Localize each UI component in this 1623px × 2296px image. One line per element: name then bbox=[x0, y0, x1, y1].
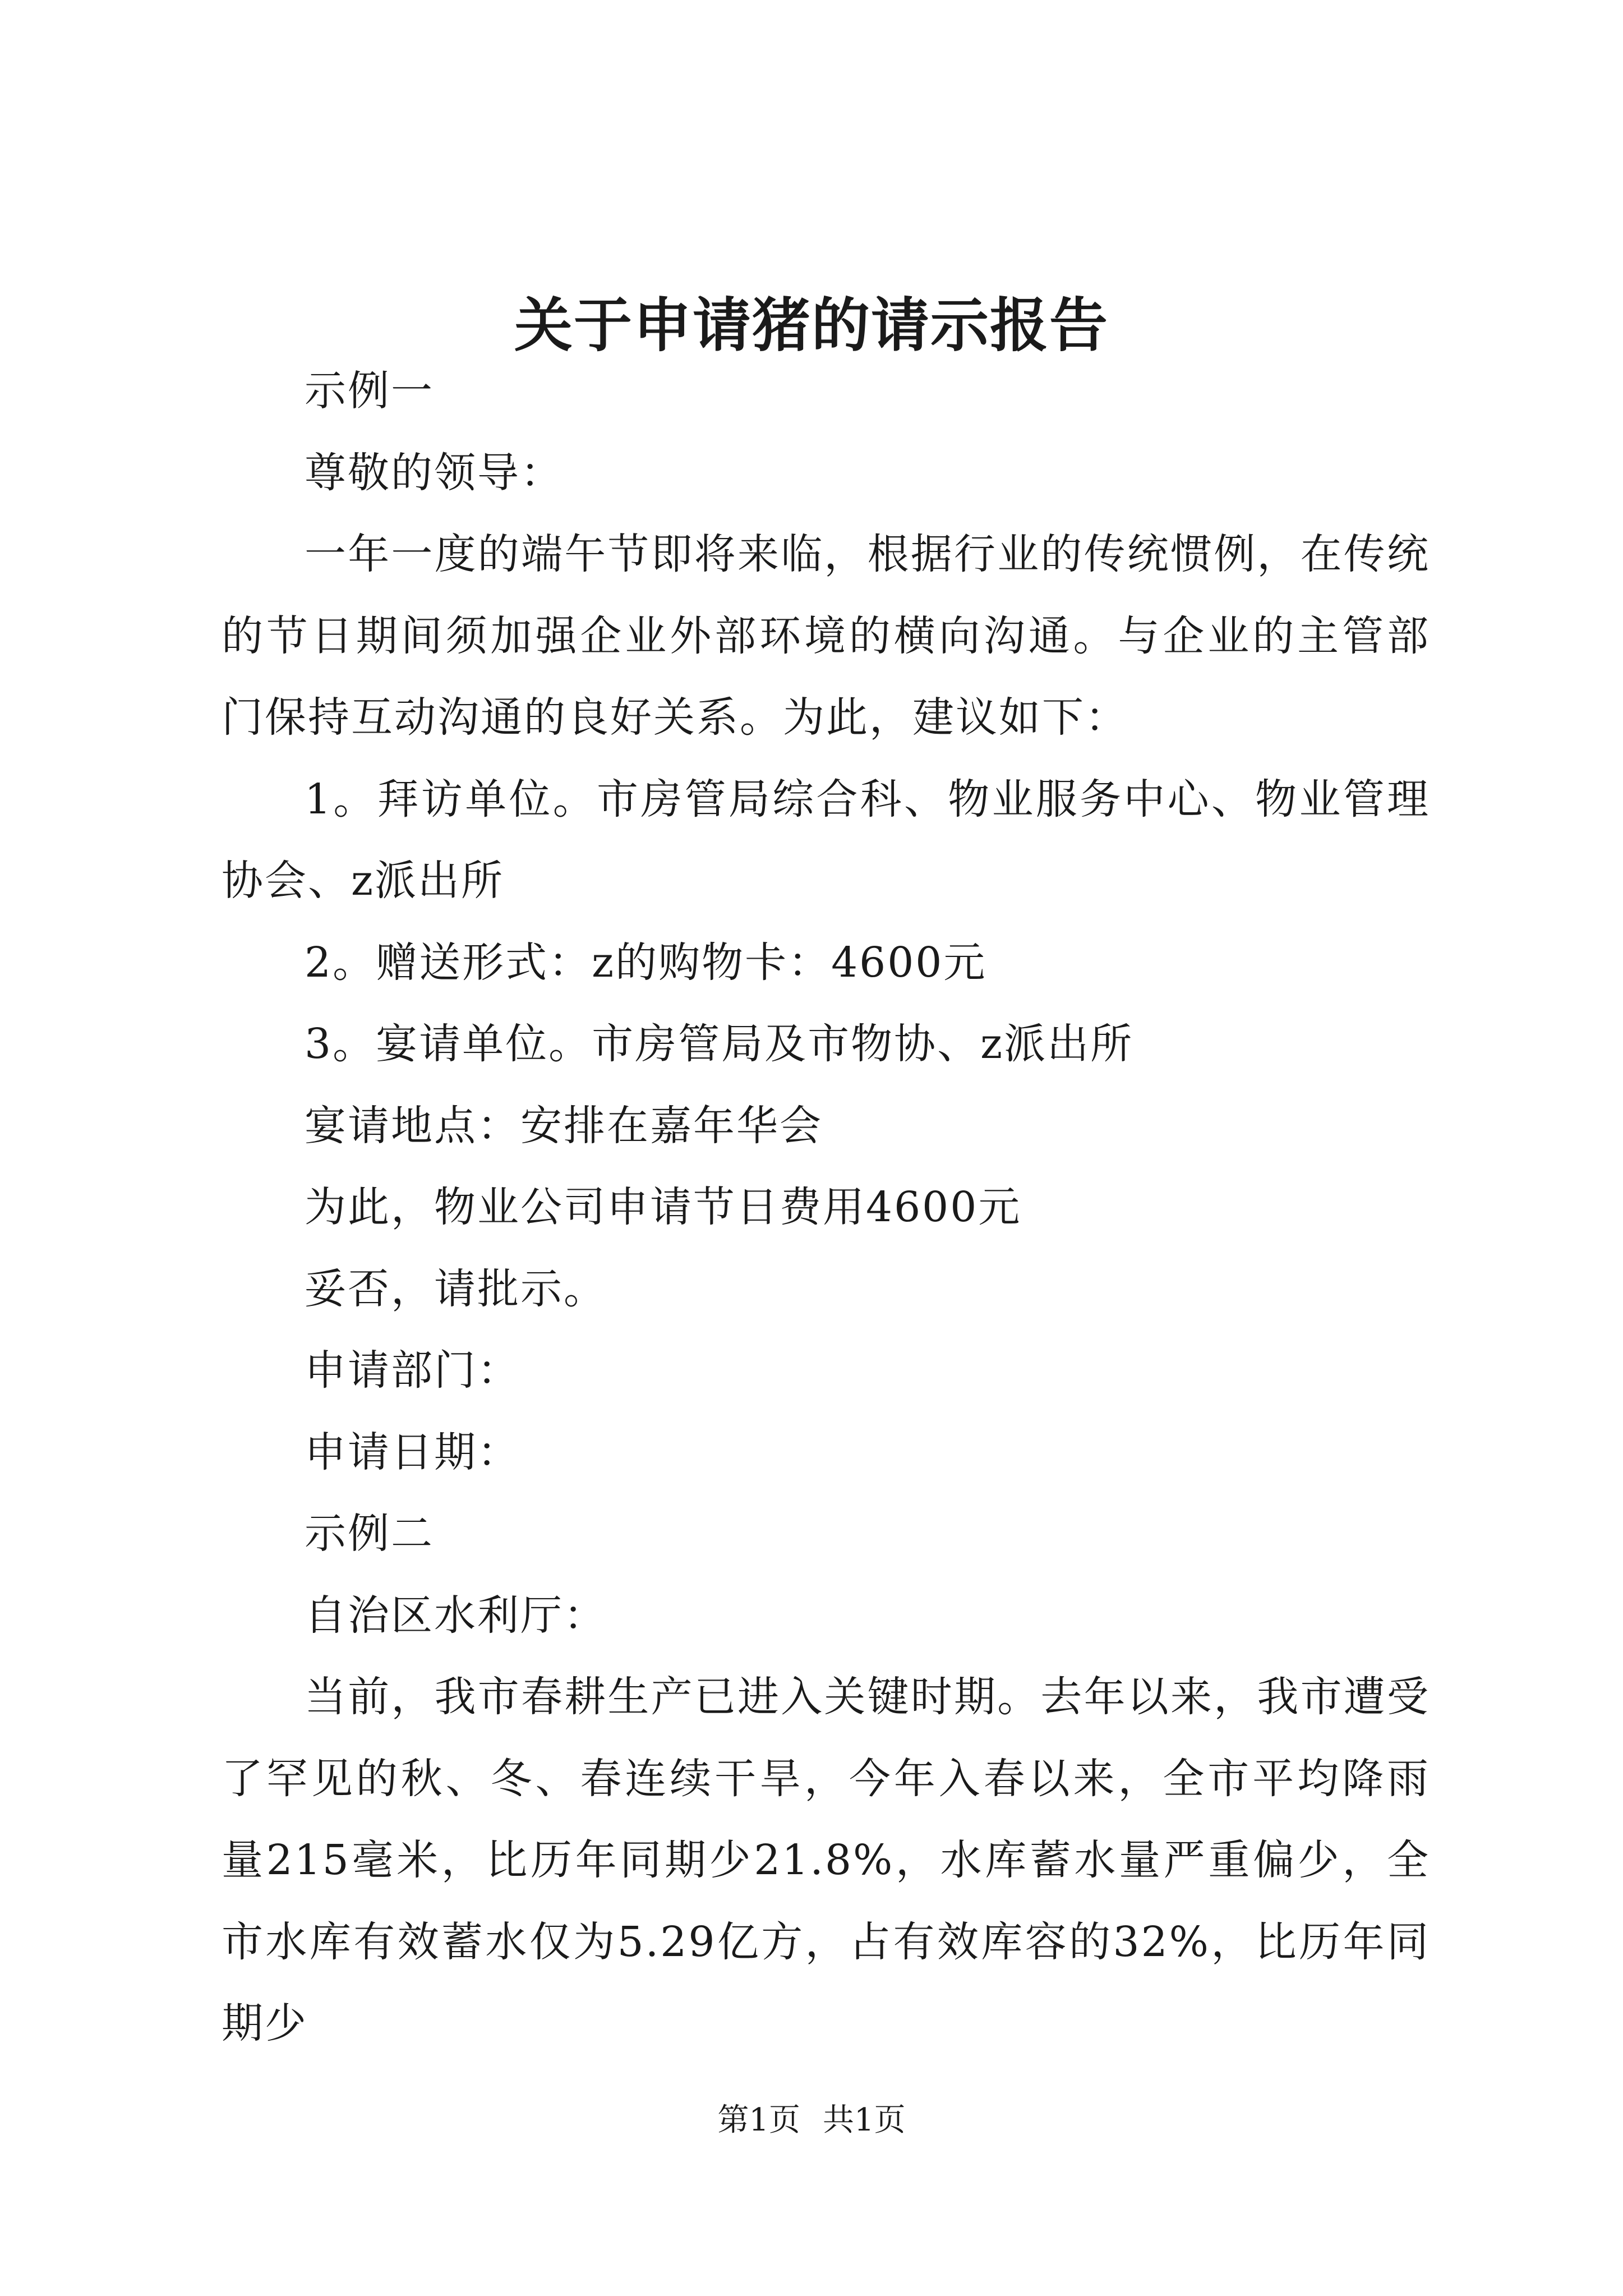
page-total: 共1页 bbox=[823, 2102, 906, 2138]
paragraph-item-3: 3。宴请单位。市房管局及市物协、z派出所 bbox=[305, 1020, 1134, 1068]
paragraph-intro: 一年一度的端午节即将来临，根据行业的传统惯例，在传统的节日期间须加强企业外部环境的横向沟通。与企业的主管部门保持互动沟通的良好关系。为此，建议如下： bbox=[222, 530, 1430, 742]
document-title: 关于申请猪的请示报告 bbox=[514, 291, 1109, 360]
document-body bbox=[222, 351, 1430, 2065]
paragraph-banquet-location: 宴请地点：安排在嘉年华会 bbox=[305, 1101, 823, 1150]
paragraph-approval-request: 妥否，请批示。 bbox=[305, 1264, 607, 1313]
paragraph-recipient: 自治区水利厅： bbox=[305, 1591, 607, 1640]
page-footer bbox=[0, 2101, 1623, 2140]
paragraph-item-1: 1。拜访单位。市房管局综合科、物业服务中心、物业管理协会、z派出所 bbox=[222, 775, 1430, 905]
paragraph-example-two-heading: 示例二 bbox=[305, 1510, 434, 1558]
page-number: 第1页 bbox=[717, 2102, 800, 2138]
paragraph-application-date: 申请日期： bbox=[305, 1428, 520, 1476]
paragraph-applicant-department: 申请部门： bbox=[305, 1346, 520, 1395]
paragraph-example-one-heading: 示例一 bbox=[305, 367, 434, 415]
paragraph-fee-request: 为此，物业公司申请节日费用4600元 bbox=[305, 1183, 1022, 1231]
paragraph-drought-situation: 当前，我市春耕生产已进入关键时期。去年以来，我市遭受了罕见的秋、冬、春连续干旱，今年入春以来，全市平均降雨量215毫米，比历年同期少21.8%，水库蓄水量严重偏少，全市水库有效蓄水仅为5.29亿方，占有效库容的32%，比历年同期少 bbox=[222, 1673, 1430, 2047]
paragraph-item-2: 2。赠送形式：z的购物卡：4600元 bbox=[305, 938, 987, 987]
paragraph-salutation: 尊敬的领导： bbox=[305, 448, 564, 497]
